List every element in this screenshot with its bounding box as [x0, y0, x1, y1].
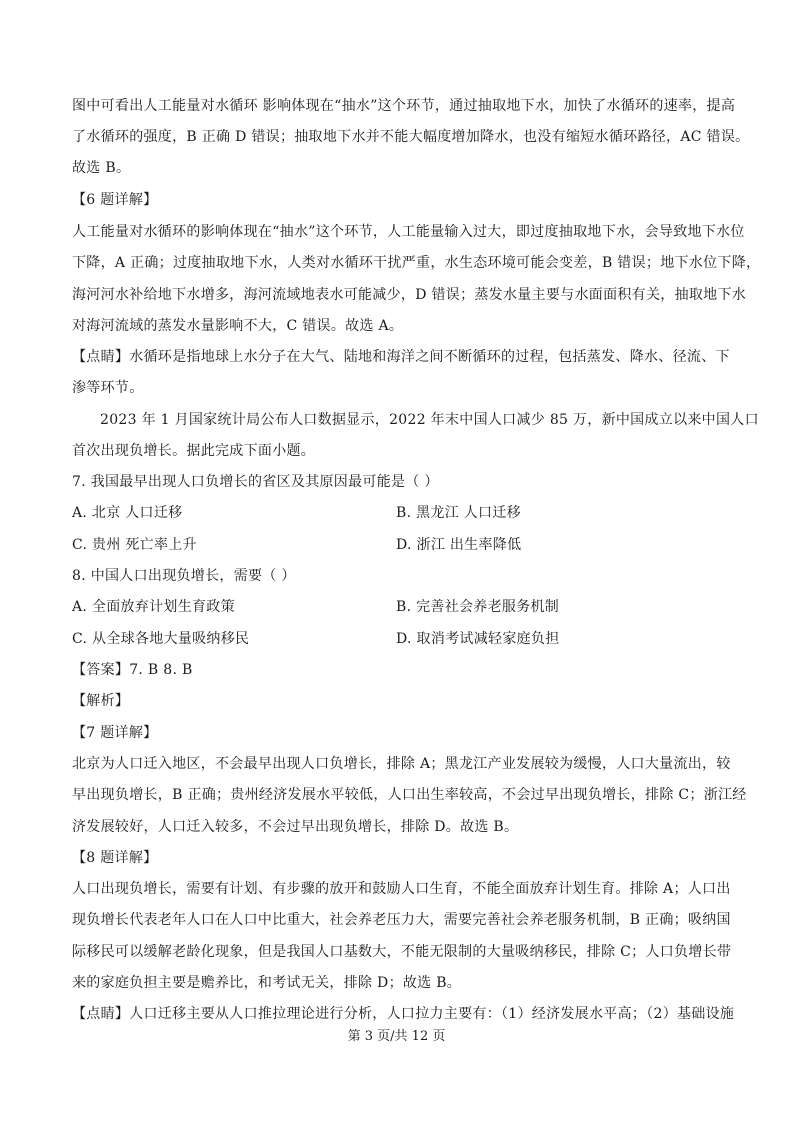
- section-heading: 【8 题详解】: [72, 850, 158, 866]
- q8-option-b: B. 完善社会养老服务机制: [396, 599, 560, 615]
- q8-option-a: A. 全面放弃计划生育政策: [72, 599, 235, 615]
- para-line: 了水循环的强度，B 正确 D 错误；抽取地下水并不能大幅度增加降水，也没有缩短水循环路径，AC 错误。: [72, 129, 750, 145]
- para-line: 下降，A 正确；过度抽取地下水，人类对水循环干扰严重，水生态环境可能会变差，B 错误；地下水位下降，: [72, 255, 761, 271]
- para-line: 北京为人口迁入地区，不会最早出现人口负增长，排除 A；黑龙江产业发展较为缓慢，人口大量流出，较: [72, 756, 731, 772]
- answer-line: 【答案】7. B 8. B: [72, 662, 193, 678]
- q8-option-c: C. 从全球各地大量吸纳移民: [72, 631, 250, 647]
- q7-option-b: B. 黑龙江 人口迁移: [396, 505, 521, 521]
- material-line: 2023 年 1 月国家统计局公布人口数据显示，2022 年末中国人口减少 85 万，新中国成立以来中国人口: [100, 412, 759, 428]
- section-heading: 【6 题详解】: [72, 192, 158, 208]
- para-line: 人口出现负增长，需要有计划、有步骤的放开和鼓励人口生育，不能全面放弃计划生育。排除 A；人口出: [72, 881, 731, 897]
- para-line: 故选 B。: [72, 160, 131, 176]
- para-line: 现负增长代表老年人口在人口中比重大，社会养老压力大，需要完善社会养老服务机制，B 正确；吸纳国: [72, 912, 731, 928]
- para-line: 海河河水补给地下水增多，海河流域地表水可能减少，D 错误；蒸发水量主要与水面面积有关，抽取地下水: [72, 287, 747, 303]
- section-heading: 【7 题详解】: [72, 725, 158, 741]
- para-line: 早出现负增长，B 正确；贵州经济发展水平较低，人口出生率较高，不会过早出现负增长，排除 C；浙江经: [72, 787, 747, 803]
- para-line: 来的家庭负担主要是赡养比，和考试无关，排除 D；故选 B。: [72, 975, 462, 991]
- material-line: 首次出现负增长。据此完成下面小题。: [72, 443, 316, 459]
- q7-option-c: C. 贵州 死亡率上升: [72, 537, 197, 553]
- q7-option-d: D. 浙江 出生率降低: [396, 537, 522, 553]
- question-8: 8. 中国人口出现负增长，需要（ ）: [72, 568, 296, 584]
- tip-line: 【点睛】水循环是指地球上水分子在大气、陆地和海洋之间不断循环的过程，包括蒸发、降水、径流、下: [72, 349, 730, 365]
- para-line: 济发展较好，人口迁入较多，不会过早出现负增长，排除 D。故选 B。: [72, 819, 519, 835]
- q8-option-d: D. 取消考试减轻家庭负担: [396, 631, 560, 647]
- page-number: 第 3 页/共 12 页: [347, 1029, 446, 1044]
- para-line: 对海河流域的蒸发水量影响不大，C 错误。故选 A。: [72, 318, 404, 334]
- para-line: 图中可看出人工能量对水循环 影响体现在“抽水”这个环节，通过抽取地下水，加快了水循环的速率，提高: [72, 98, 736, 114]
- para-line: 际移民可以缓解老龄化现象，但是我国人口基数大，不能无限制的大量吸纳移民，排除 C；人口负增长带: [72, 944, 732, 960]
- analysis-heading: 【解析】: [72, 693, 130, 709]
- tip-line: 渗等环节。: [72, 380, 144, 396]
- tip-line: 【点睛】人口迁移主要从人口推拉理论进行分析，人口拉力主要有：（1）经济发展水平高；（2）基础设施: [72, 1006, 735, 1022]
- question-7: 7. 我国最早出现人口负增长的省区及其原因最可能是（ ）: [72, 474, 439, 490]
- q7-option-a: A. 北京 人口迁移: [72, 505, 183, 521]
- para-line: 人工能量对水循环的影响体现在“抽水”这个环节，人工能量输入过大，即过度抽取地下水，会导致地下水位: [72, 224, 745, 240]
